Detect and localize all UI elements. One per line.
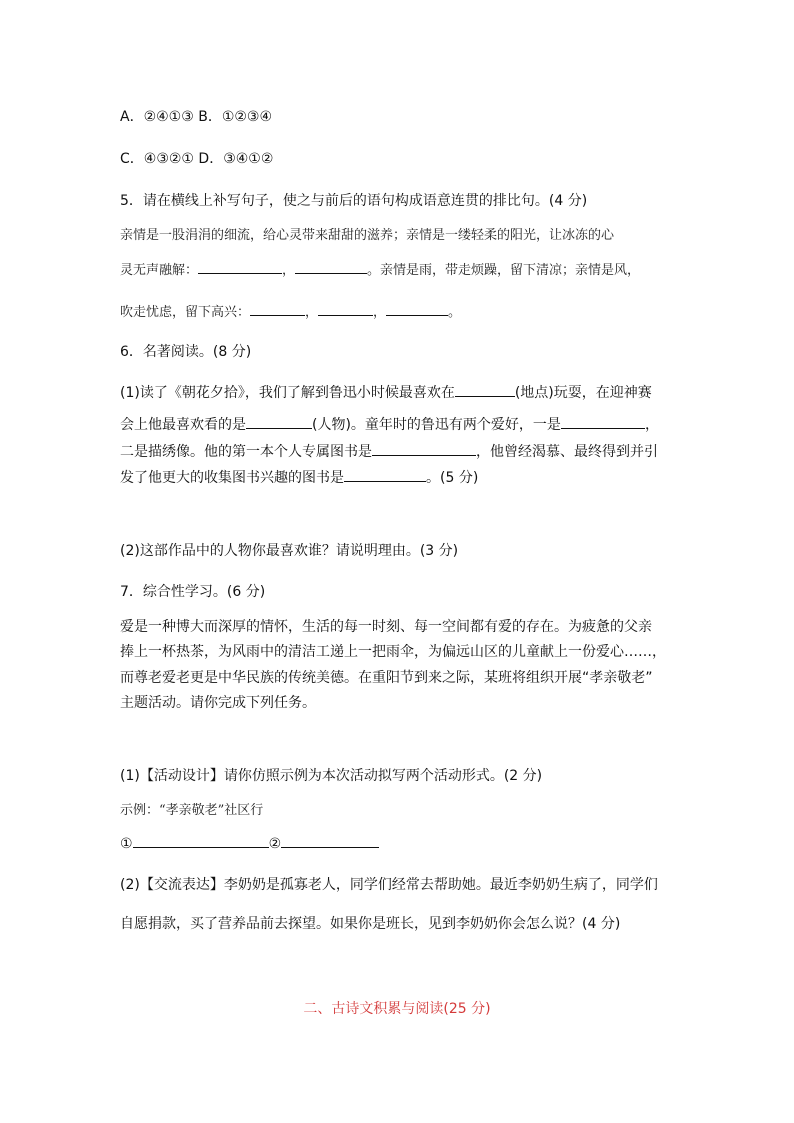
question-6-sub1-line3 (120, 441, 658, 462)
question-6-sub2: (2)这部作品中的人物你最喜欢谁？请说明理由。(3 分) (120, 543, 459, 559)
question-5-passage-line3 (120, 301, 461, 323)
question-text: (地点)玩耍，在迎神赛 (514, 385, 652, 401)
circled-number: ② (268, 836, 282, 852)
question-7-sub2-line1: (2)【交流表达】李奶奶是孤寡老人，同学们经常去帮助她。最近李奶奶生病了，同学们 (120, 877, 658, 893)
passage-text: 吹走忧虑，留下高兴： (120, 305, 251, 320)
question-text: 。(5 分) (426, 470, 479, 486)
question-7-passage-line3: 而尊老爱老更是中华民族的传统美德。在重阳节到来之际，某班将组织开展“孝亲敬老” (120, 670, 653, 686)
question-7-sub1: (1)【活动设计】请你仿照示例为本次活动拟写两个活动形式。(2 分) (120, 768, 543, 784)
option-line-cd: C．④③②① D．③④①② (120, 151, 274, 167)
question-6-sub1-line4 (120, 467, 478, 488)
question-text: (人物)。童年时的鲁迅有两个爱好，一是 (312, 417, 561, 433)
question-5-passage-line2 (120, 259, 640, 281)
question-text: 二是描绣像。他的第一本个人专属图书是 (120, 444, 372, 460)
question-text: 发了他更大的收集图书兴趣的图书是 (120, 470, 344, 486)
answer-blank[interactable] (198, 259, 282, 274)
option-line-ab: A．②④①③ B．①②③④ (120, 109, 273, 125)
punctuation: ， (305, 305, 319, 320)
question-7-sub2-line2: 自愿捐款，买了营养品前去探望。如果你是班长，见到李奶奶你会怎么说？(4 分) (120, 916, 621, 932)
answer-blank[interactable] (386, 301, 448, 316)
question-7-passage-line2: 捧上一杯热茶，为风雨中的清洁工递上一把雨伞，为偏远山区的儿童献上一份爱心……， (120, 644, 666, 660)
answer-blank[interactable] (455, 382, 515, 397)
question-7-example: 示例：“孝亲敬老”社区行 (120, 803, 264, 818)
question-7-stem: 7．综合性学习。(6 分) (120, 584, 266, 600)
question-6-stem: 6．名著阅读。(8 分) (120, 344, 252, 360)
answer-blank[interactable] (295, 259, 367, 274)
question-6-sub1-line1 (120, 382, 652, 403)
answer-blank[interactable] (561, 414, 645, 429)
question-7-passage-line1: 爱是一种博大而深厚的情怀，生活的每一时刻、每一空间都有爱的存在。为疲惫的父亲 (120, 619, 652, 635)
punctuation: ， (644, 417, 659, 433)
answer-blank[interactable] (246, 414, 312, 429)
punctuation: 。 (448, 305, 462, 320)
answer-blank[interactable] (250, 301, 305, 316)
section-2-heading: 二、古诗文积累与阅读(25 分) (303, 1001, 491, 1017)
question-7-answer-line (120, 833, 379, 854)
passage-text: 灵无声融解： (120, 263, 199, 278)
question-5-stem: 5．请在横线上补写句子，使之与前后的语句构成语意连贯的排比句。(4 分) (120, 193, 588, 209)
punctuation: ， (282, 263, 296, 278)
answer-blank[interactable] (372, 441, 476, 456)
question-text: ，他曾经渴慕、最终得到并引 (476, 444, 658, 460)
question-7-passage-line4: 主题活动。请你完成下列任务。 (120, 695, 316, 711)
punctuation: ， (373, 305, 387, 320)
question-text: (1)读了《朝花夕拾》，我们了解到鲁迅小时候最喜欢在 (120, 385, 455, 401)
answer-blank[interactable] (318, 301, 373, 316)
answer-blank[interactable] (133, 833, 269, 848)
question-6-sub1-line2 (120, 414, 659, 435)
answer-blank[interactable] (281, 833, 379, 848)
passage-text: 。亲情是雨，带走烦躁，留下清凉；亲情是风， (367, 263, 641, 278)
circled-number: ① (120, 836, 133, 852)
answer-blank[interactable] (344, 467, 426, 482)
question-5-passage-line1: 亲情是一股涓涓的细流，给心灵带来甜甜的滋养；亲情是一缕轻柔的阳光，让冰冻的心 (120, 228, 615, 243)
question-text: 会上他最喜欢看的是 (120, 417, 246, 433)
